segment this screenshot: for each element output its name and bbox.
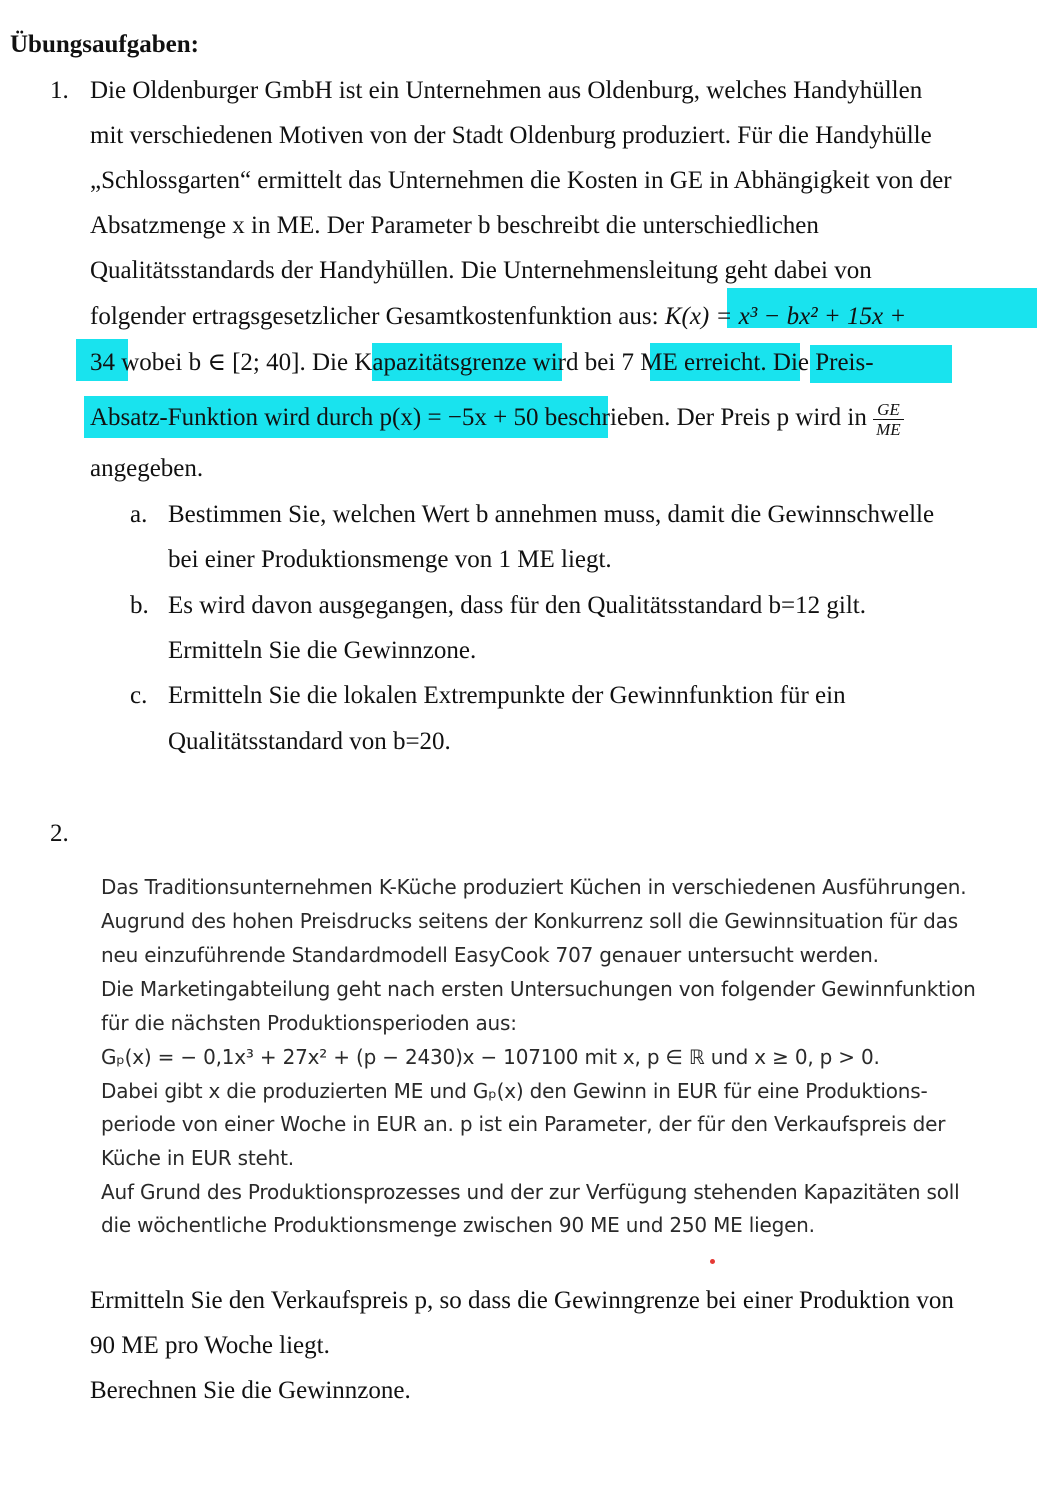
task1-line-7 (90, 347, 874, 379)
task2-question-2: Berechnen Sie die Gewinnzone. (90, 1377, 411, 1404)
price-function-start: Die Preis- (772, 349, 874, 376)
cost-function-constant: 34 (90, 349, 115, 376)
red-dot-mark (710, 1259, 715, 1264)
capacity-word: Kapazitätsgrenze (354, 349, 527, 376)
task1-line-7-mid3: . (760, 349, 773, 376)
task1-line-6-text: folgender ertragsgesetzlicher Gesamtkostenfunktion aus: (90, 303, 665, 330)
task1-line-1: Die Oldenburger GmbH ist ein Unternehmen aus Oldenburg, welches Handyhüllen (90, 77, 923, 104)
task1-line-6 (90, 301, 906, 333)
price-function: Absatz-Funktion wird durch p(x) = −5x + 50 (90, 404, 539, 432)
task2-question-1-cont: 90 ME pro Woche liegt. (90, 1332, 330, 1359)
page-title: Übungsaufgaben: (10, 31, 199, 58)
task2-box-line-4: Die Marketingabteilung geht nach ersten Untersuchungen von folgender Gewinnfunktion (101, 977, 976, 1001)
unit-denominator: ME (876, 420, 901, 439)
subtask-a-line-2: bei einer Produktionsmenge von 1 ME liegt. (168, 546, 612, 573)
task1-line-8 (90, 400, 904, 439)
unit-fraction (873, 400, 904, 439)
task2-box-line-7: Dabei gibt x die produzierten ME und Gₚ(x) den Gewinn in EUR für eine Produktions- (101, 1079, 928, 1103)
task2-box-line-8: periode von einer Woche in EUR an. p ist ein Parameter, der für den Verkaufspreis der (101, 1112, 946, 1136)
task2-number: 2. (50, 820, 69, 847)
task2-box-line-11: die wöchentliche Produktionsmenge zwischen 90 ME und 250 ME liegen. (101, 1213, 815, 1237)
task1-line-2: mit verschiedenen Motiven von der Stadt Oldenburg produziert. Für die Handyhülle (90, 122, 932, 149)
task2-box-line-3: neu einzuführende Standardmodell EasyCook 707 genauer untersucht werden. (101, 943, 879, 967)
subtask-c-line-2: Qualitätsstandard von b=20. (168, 728, 451, 755)
task1-line-3: „Schlossgarten“ ermittelt das Unternehmen die Kosten in GE in Abhängigkeit von der (90, 167, 952, 194)
subtask-b-label: b. (130, 592, 149, 619)
subtask-a-label: a. (130, 501, 148, 528)
task2-box-line-10: Auf Grund des Produktionsprozesses und der zur Verfügung stehenden Kapazitäten soll (101, 1180, 960, 1204)
subtask-b-line-2: Ermitteln Sie die Gewinnzone. (168, 637, 477, 664)
subtask-c-label: c. (130, 682, 148, 709)
task2-box-line-2: Augrund des hohen Preisdrucks seitens der Konkurrenz soll die Gewinnsituation für das (101, 909, 958, 933)
task2-box-line-1: Das Traditionsunternehmen K-Küche produziert Küchen in verschiedenen Ausführungen. (101, 875, 967, 899)
subtask-c-line-1: Ermitteln Sie die lokalen Extrempunkte der Gewinnfunktion für ein (168, 682, 846, 709)
task1-line-9: angegeben. (90, 455, 204, 482)
task2-box-line-5: für die nächsten Produktionsperioden aus: (101, 1011, 517, 1035)
unit-numerator: GE (873, 400, 904, 420)
task2-question-1: Ermitteln Sie den Verkaufspreis p, so dass die Gewinngrenze bei einer Produktion von (90, 1287, 954, 1314)
task1-line-8-rest: beschrieben. Der Preis p wird in (538, 404, 874, 432)
task1-number: 1. (50, 77, 69, 104)
task1-line-7-mid2: wird bei (526, 349, 622, 376)
cost-function: K(x) = x³ − bx² + 15x + (664, 303, 907, 330)
profit-function: Gₚ(x) = − 0,1x³ + 27x² + (p − 2430)x − 107100 mit x, p ∈ ℝ und x ≥ 0, p > 0. (101, 1045, 880, 1069)
capacity-value: 7 ME erreicht (621, 349, 761, 376)
task1-line-4: Absatzmenge x in ME. Der Parameter b beschreibt die unterschiedlichen (90, 212, 819, 239)
task2-box-line-9: Küche in EUR steht. (101, 1146, 294, 1170)
task1-line-7-mid1: wobei b ∈ [2; 40]. Die (115, 349, 355, 376)
task1-line-5: Qualitätsstandards der Handyhüllen. Die Unternehmensleitung geht dabei von (90, 257, 872, 284)
subtask-a-line-1: Bestimmen Sie, welchen Wert b annehmen muss, damit die Gewinnschwelle (168, 501, 935, 528)
subtask-b-line-1: Es wird davon ausgegangen, dass für den Qualitätsstandard b=12 gilt. (168, 592, 866, 619)
